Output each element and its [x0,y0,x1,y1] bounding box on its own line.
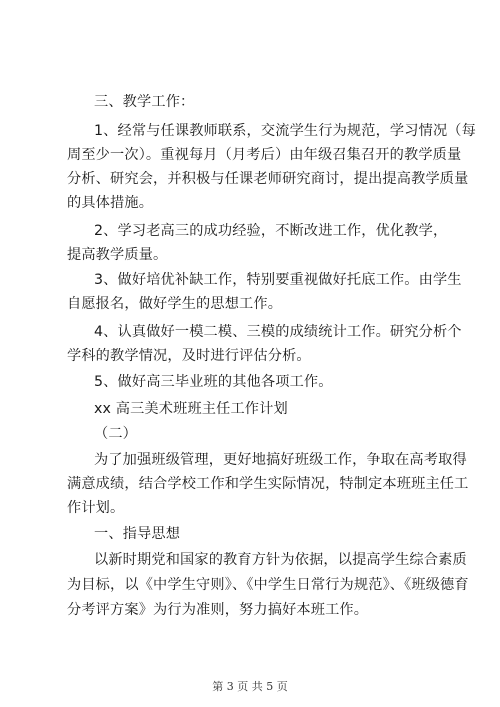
paragraph-line: 提高教学质量。 [67,247,168,263]
paragraph-line: 4、认真做好一模二模、三模的成绩统计工作。研究分析个 [94,324,462,340]
document-subtitle: （二） [94,426,138,442]
paragraph-line: 满意成绩，结合学校工作和学生实际情况，特制定本班班主任工 [67,476,469,492]
paragraph-line: 为目标，以《中学生守则》、《中学生日常行为规范》、《班级德育 [67,577,469,593]
paragraph-line: 周至少一次）。重视每月（月考后）由年级召集召开的教学质量 [67,147,462,163]
paragraph-line: 作计划。 [67,500,125,516]
page-number-footer: 第 3 页 共 5 页 [212,680,288,693]
paragraph-line: 分析、研究会，并积极与任课老师研究商讨，提出提高教学质量 [67,171,469,187]
paragraph-line: 2、学习老高三的成功经验，不断改进工作，优化教学， [94,223,448,239]
document-title: xx 高三美术班班主任工作计划 [94,401,288,417]
paragraph-line: 分考评方案》为行为准则，努力搞好本班工作。 [67,602,369,618]
section-heading-teaching: 三、教学工作： [94,94,195,110]
paragraph-line: 的具体措施。 [67,195,154,211]
paragraph-line: 以新时期党和国家的教育方针为依据，以提高学生综合素质 [94,552,467,568]
paragraph-line: 为了加强班级管理，更好地搞好班级工作，争取在高考取得 [94,452,467,468]
paragraph-line: 自愿报名，做好学生的思想工作。 [67,296,283,312]
paragraph-line: 1、经常与任课教师联系，交流学生行为规范，学习情况（每 [94,123,476,139]
paragraph-line: 3、做好培优补缺工作，特别要重视做好托底工作。由学生 [94,272,462,288]
paragraph-line: 5、做好高三毕业班的其他各项工作。 [94,374,333,390]
paragraph-line: 学科的教学情况，及时进行评估分析。 [67,348,311,364]
section-heading-guiding-ideology: 一、指导思想 [94,526,181,542]
